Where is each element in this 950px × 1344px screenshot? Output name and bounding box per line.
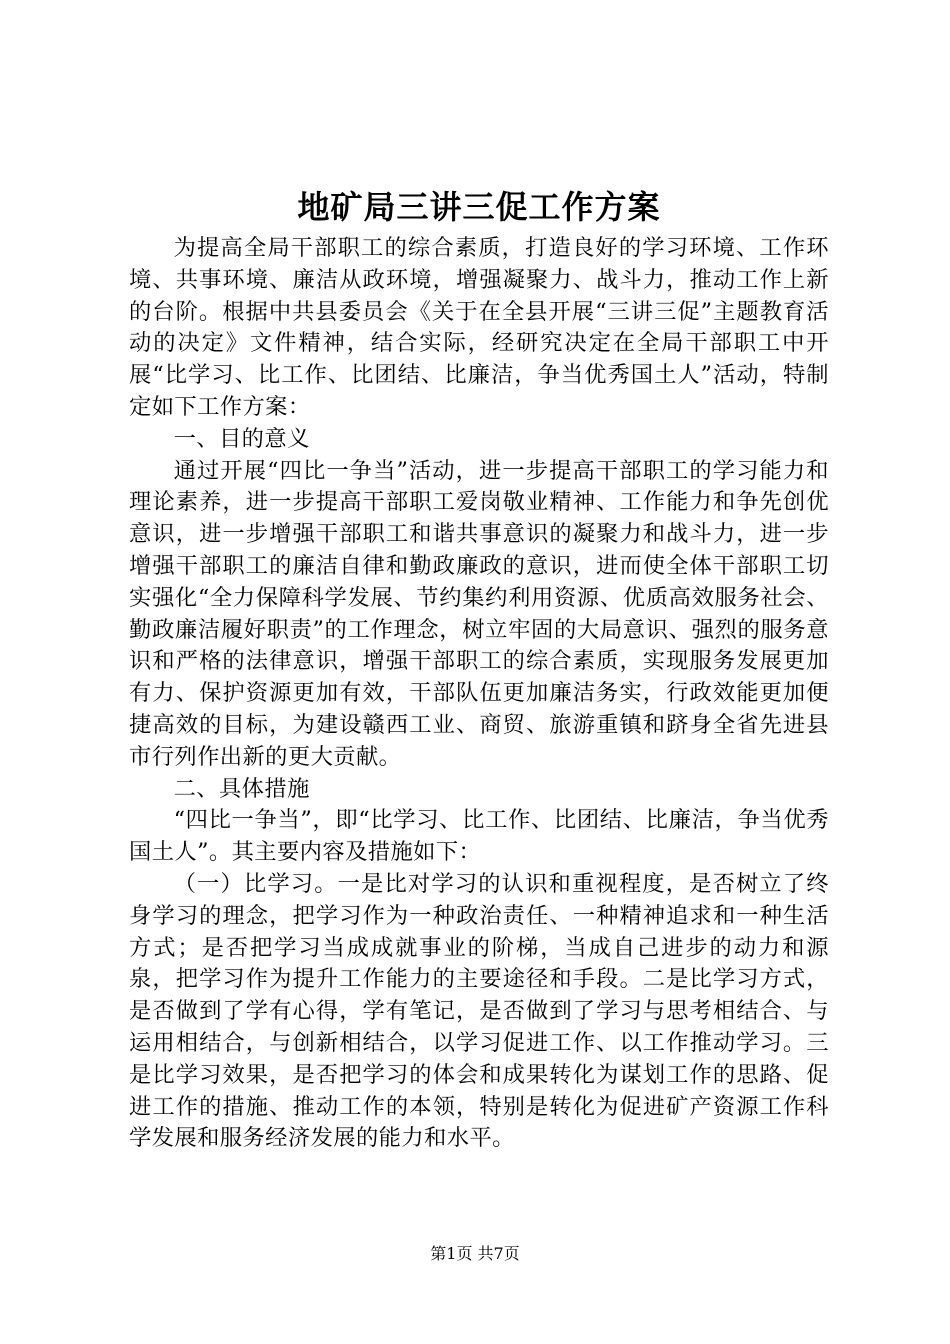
document-title: 地矿局三讲三促工作方案 — [297, 188, 661, 226]
intro-paragraph: 为提高全局干部职工的综合素质，打造良好的学习环境、工作环境、共事环境、廉洁从政环境，增强凝聚力、战斗力，推动工作上新的台阶。根据中共县委员会《关于在全县开展“三讲三促”主题教育活动的决定》文件精神，结合实际，经研究决定在全局干部职工中开展“比学习、比工作、比团结、比廉洁，争当优秀国土人”活动，特制定如下工作方案： — [129, 235, 829, 420]
section-heading-measures: 二、具体措施 — [173, 775, 310, 802]
page-number-footer: 第1页 共7页 — [430, 1244, 520, 1263]
measures-intro-paragraph: “四比一争当”，即“比学习、比工作、比团结、比廉洁，争当优秀国土人”。其主要内容及措施如下： — [129, 807, 829, 866]
purpose-paragraph: 通过开展“四比一争当”活动，进一步提高干部职工的学习能力和理论素养，进一步提高干部职工爱岗敬业精神、工作能力和争先创优意识，进一步增强干部职工和谐共事意识的凝聚力和战斗力，进一步增强干部职工的廉洁自律和勤政廉政的意识，进而使全体干部职工切实强化“全力保障科学发展、节约集约利用资源、优质高效服务社会、勤政廉洁履好职责”的工作理念，树立牢固的大局意识、强烈的服务意识和严格的法律意识，增强干部职工的综合素质，实现服务发展更加有力、保护资源更加有效，干部队伍更加廉洁务实，行政效能更加便捷高效的目标，为建设赣西工业、商贸、旅游重镇和跻身全省先进县市行列作出新的更大贡献。 — [129, 457, 829, 770]
document-page — [129, 185, 829, 1155]
measures-item-study-paragraph: （一）比学习。一是比对学习的认识和重视程度，是否树立了终身学习的理念，把学习作为一种政治责任、一种精神追求和一种生活方式；是否把学习当成成就事业的阶梯，当成自己进步的动力和源泉，把学习作为提升工作能力的主要途径和手段。二是比学习方式，是否做到了学有心得，学有笔记，是否做到了学习与思考相结合、与运用相结合，与创新相结合，以学习促进工作、以工作推动学习。三是比学习效果，是否把学习的体会和成果转化为谋划工作的思路、促进工作的措施、推动工作的本领，特别是转化为促进矿产资源工作科学发展和服务经济发展的能力和水平。 — [129, 870, 829, 1152]
section-heading-purpose: 一、目的意义 — [173, 425, 310, 452]
